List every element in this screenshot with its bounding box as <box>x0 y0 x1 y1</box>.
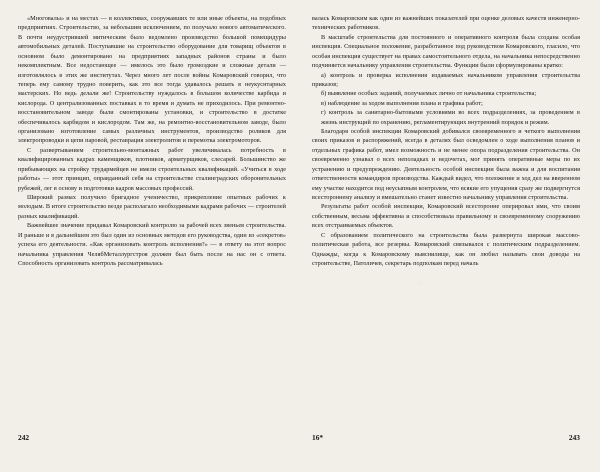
right-page <box>312 14 580 442</box>
paragraph: Важнейшее значение придавал Комаровский контролю за рабочей всех звеньев строительства. И раньше и в дальнейшем это был один из основных методов его руководства, один из «секретов» успеха его деятельности. «Как организовать контроль исполнения?» — в ответу на этот вопрос начальника управления ЧелябМеталлургстроя должен был быть после на нас он с ответа. Способность организовать контроль рассматривалась <box>18 222 286 267</box>
paragraph: «Многовалы» и на местах — в коллективах, сооружавших те или иные объекты, на подобных предприятиях. Строительство, за небольшим исключением, по получало нового автоматического. В почти неудустрившей митическим было ведомлено производство большой помещидуры автомобильных деталей. Поступавшие на строительство оборудование для товарищ объектов в основном было демонтировано на предприятиях западных районов страны и было некомплектным. Все недостающее — имелось это было громоздкие и сложные детали — изготовлялось в этих же институтах. Через много лет после войны Комаровский говорил, что теперь ему самому трудно поверить, как это все тогда удавалось решать в неукуснтарных мастерских. Но ведь делали же! Строительству нуждалось в большом количестве карбида и кислорода. О централизованных поставках в то время и думать не приходилось. При ремонтно-восстановительном заводе были смонтированы установки, и строительство в достатке обеспечивалось карбидом и кислородом. Там же, на ремонтно-восстановительном заводе, было организовано изготовление самых различных инструментов, производство роликов для электропроводки и цепи паровой, реставрация электролитов и перемотка электромоторов. <box>18 15 286 145</box>
right-page-body <box>312 14 580 268</box>
paragraph: Результаты работ особой инспекции, Комаровский всесторонне оперировал ими, что своим собственным, весьма эффективна и способствовала правильному и своевременному сооружению всех отстраиваемых объектов. <box>312 203 580 230</box>
left-page-body <box>18 14 286 268</box>
page-number: 243 <box>568 433 580 442</box>
page-number: 242 <box>18 433 30 442</box>
paragraph: С образованием политического на строительства была развернута широкая массово-политическая работа, все резервы. Комаровский связывался с политическим подразделением. Однажды, когда к Комаровскому выяснилище, как он любил называть свои доводы на строительстве, Патоличев, секретарь подполкам перед началь <box>312 231 580 267</box>
two-page-spread <box>18 14 582 442</box>
paragraph: в) наблюдение за ходом выполнения плана и графика работ; <box>321 99 483 107</box>
paragraph: б) выявление особых заданий, получаемых лично от начальника строительства; <box>321 90 537 98</box>
paragraph: валась Комаровским как один из важнейших показателей при оценке деловых качеств инженерно-технических работников. <box>312 15 580 32</box>
paragraph: С развертыванием строительно-монтажных работ увеличивалась потребность в квалифицированных кадрах каменщиков, плотников, арматурщиков, слесарей. Большинство же прибывающих на стройку трудармейцев не имели строительных квалификаций. «Учиться в ходе работы» — этот принцип, оправданный себя на строительстве сталинградских оборонительных рубежей, лег в основу и подготовки кадров массовых профессий. <box>18 146 286 192</box>
paragraph: Широкий размах получило бригадное ученичество, прикрепление опытных рабочих к молодым. В итоге строительство везде располагало необходимыми кадрами рабочих — строителей разных квалификаций. <box>18 194 286 220</box>
right-page-footer <box>312 433 580 442</box>
right-page-text-block <box>312 14 580 422</box>
paragraph: г) контроль за санитарно-бытовыми условиями во всех подразделениях, за проведением в жизнь инструкций по охранению, регламентирующих внутренний порядок и режим. <box>321 109 580 126</box>
left-page-footer <box>18 433 286 442</box>
signature-mark: 16* <box>312 433 324 442</box>
left-page-text-block <box>18 14 286 422</box>
paragraph: а) контроль и проверка исполнения издаваемых начальником управления строительства приказов; <box>312 71 580 88</box>
left-page <box>18 14 286 442</box>
paragraph: Благодаря особой инспекции Комаровский добивался своевременного и четкого выполнения своих приказов и распоряжений, всегда в деталях был осведомлен о ходе выполнения планов и отдельных графика работ, имел возможность и не менее опора подразделения строительства. Он своевременно узнавал о всех неполадках и недочетах, мог принять оперативные меры по их устранению и предупреждению. Деятельность особой инспекции была важна и для воспитания ответственности командиров производства. Каждый видел, что положение и ход дел на вверенном ему участке находится под неусыпным контролем, что всякие его упущения сразу же подвергнутся всестороннему анализу и вмешательно станет известно начальнику управления строительства. <box>312 128 580 202</box>
paragraph: В масштабе строительства для постоянного и оперативного контроля была создана особая инспекция. Специальное положение, разработанное под руководством Комаровского, гласило, что особая инспекция существует на правах самостоятельного отдела, на начальника непосредственно подчиняется начальнику управления строительства. Функции были сформулированы кратко: <box>312 33 580 70</box>
